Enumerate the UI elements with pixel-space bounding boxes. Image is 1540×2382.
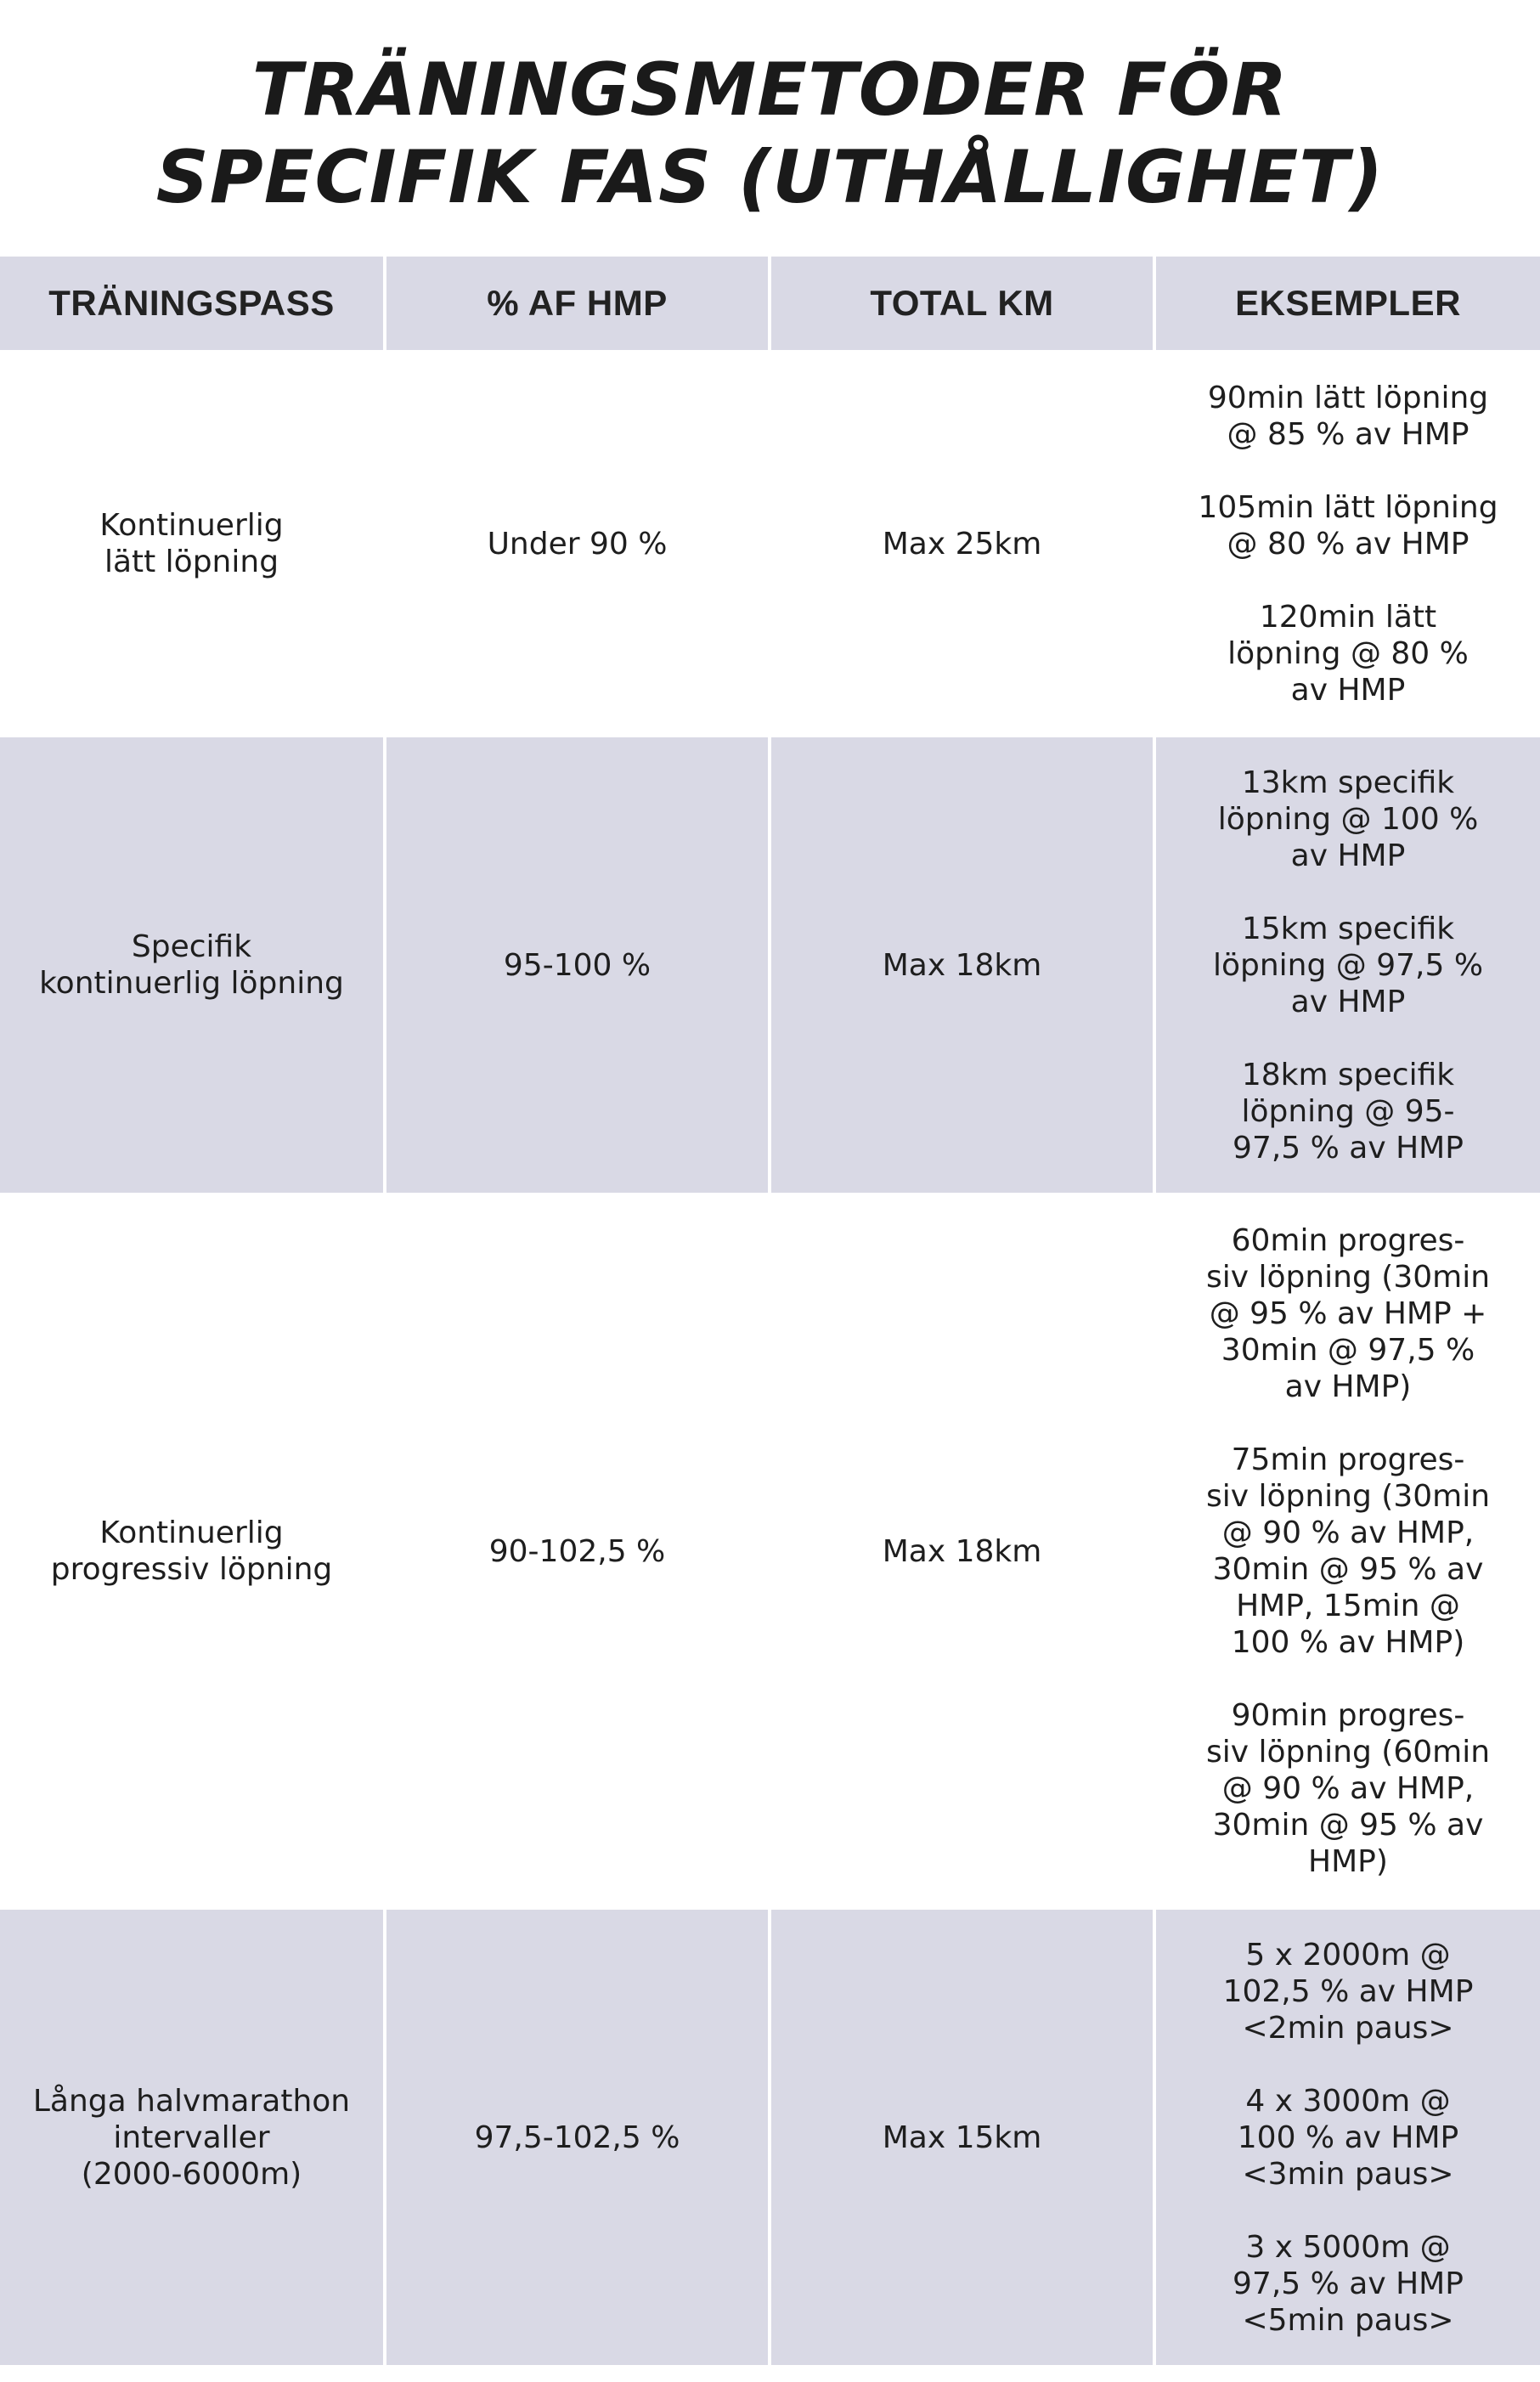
- header-total-km: TOTAL KM: [770, 257, 1154, 352]
- cell-total-km: Max 25km: [770, 352, 1154, 736]
- example-item: 75min progres- siv löpning (30min @ 90 % av HMP, 30min @ 95 % av HMP, 15min @ 100 % av HMP): [1205, 1442, 1491, 1660]
- example-item: 60min progres- siv löpning (30min @ 95 % av HMP + 30min @ 97,5 % av HMP): [1205, 1223, 1491, 1404]
- cell-total-km: Max 15km: [770, 1908, 1154, 2367]
- cell-session: Långa halvmarathon intervaller (2000-6000m): [0, 1908, 385, 2367]
- example-item: 18km specifik löpning @ 95- 97,5 % av HMP: [1233, 1057, 1464, 1166]
- table-row: [0, 352, 1540, 736]
- cell-percent: Under 90 %: [385, 352, 770, 736]
- cell-session: Specifik kontinuerlig löpning: [0, 736, 385, 1194]
- example-item: 15km specifik löpning @ 97,5 % av HMP: [1212, 911, 1484, 1019]
- title-line-1: TRÄNINGSMETODER FÖR: [251, 48, 1289, 133]
- table-header-row: [0, 257, 1540, 352]
- cell-examples: [1154, 1908, 1540, 2367]
- cell-total-km: Max 18km: [770, 736, 1154, 1194]
- title-line-2: SPECIFIK FAS (UTHÅLLIGHET): [155, 135, 1385, 220]
- cell-examples: [1154, 352, 1540, 736]
- page-title: [0, 47, 1540, 222]
- cell-session: Kontinuerlig lätt löpning: [0, 352, 385, 736]
- cell-examples: [1154, 736, 1540, 1194]
- cell-percent: 90-102,5 %: [385, 1194, 770, 1908]
- example-item: 3 x 5000m @ 97,5 % av HMP <5min paus>: [1233, 2229, 1464, 2338]
- example-item: 105min lätt löpning @ 80 % av HMP: [1198, 489, 1498, 562]
- cell-examples: [1154, 1194, 1540, 1908]
- header-examples: EKSEMPLER: [1154, 257, 1540, 352]
- cell-total-km: Max 18km: [770, 1194, 1154, 1908]
- cell-percent: 95-100 %: [385, 736, 770, 1194]
- header-training-session: TRÄNINGSPASS: [0, 257, 385, 352]
- example-item: 13km specifik löpning @ 100 % av HMP: [1217, 765, 1479, 873]
- table-row: [0, 1908, 1540, 2367]
- header-percent-hmp: % AF HMP: [385, 257, 770, 352]
- cell-percent: 97,5-102,5 %: [385, 1908, 770, 2367]
- example-item: 90min progres- siv löpning (60min @ 90 % av HMP, 30min @ 95 % av HMP): [1205, 1698, 1491, 1879]
- example-item: 90min lätt löpning @ 85 % av HMP: [1207, 380, 1489, 452]
- cell-session: Kontinuerlig progressiv löpning: [0, 1194, 385, 1908]
- example-item: 5 x 2000m @ 102,5 % av HMP <2min paus>: [1222, 1937, 1474, 2046]
- table-row: [0, 736, 1540, 1194]
- table-row: [0, 1194, 1540, 1908]
- training-methods-table: [0, 257, 1540, 2368]
- example-item: 4 x 3000m @ 100 % av HMP <3min paus>: [1237, 2083, 1459, 2192]
- example-item: 120min lätt löpning @ 80 % av HMP: [1227, 599, 1469, 708]
